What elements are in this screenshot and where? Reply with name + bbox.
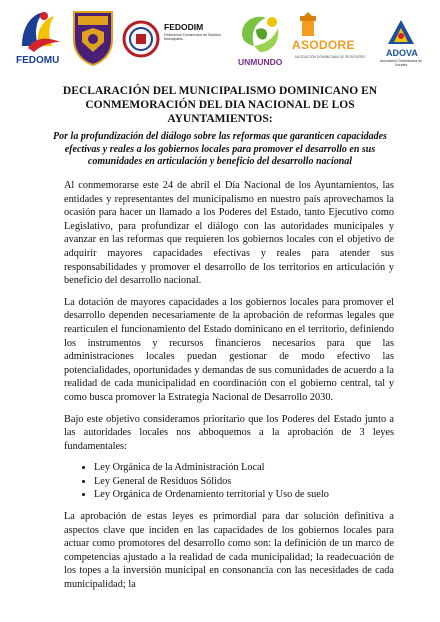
list-item: • Ley Orgánica de la Administración Local (94, 461, 394, 475)
paragraph-2: La dotación de mayores capacidades a los gobiernos locales para promover el desarrollo dependen necesariamente de la aprobación de reformas legales que rearticulen el funcionamiento del Estado dominicano en el territorio, definiendo los instrumentos y recursos financieros necesarios para que las administraciones locales puedan gestionar de modo efectivo las potencialidades, oportunidades y demandas de sus comunidades de acuerdo a la realidad de cada municipalidad en coordinación con el gobierno central, tal y como busca promover la Estrategia Nacional de Desarrollo 2030. (64, 296, 394, 403)
fedomu-logo-caption: FEDOMU (16, 55, 60, 66)
unmundo-globe-icon (236, 12, 284, 58)
asodore-tower-icon (298, 12, 318, 36)
adova-emblem-icon (386, 18, 416, 46)
list-item: • Ley Orgánica de Ordenamiento territorial y Uso de suelo (94, 488, 394, 502)
unmundo-logo (236, 12, 284, 70)
laws-list (64, 461, 394, 502)
document-body (64, 179, 394, 600)
paragraph-3: Bajo este objetivo consideramos prioritario que los Poderes del Estado junto a las autoridades locales nos abboquemos a la aprobación de 3 leyes fundamentales: (64, 413, 394, 452)
asodore-logo (292, 12, 368, 70)
list-item: • Ley General de Residuos Sólidos (94, 475, 394, 489)
document-title: DECLARACIÓN DEL MUNICIPALISMO DOMINICANO EN CONMEMORACIÓN DEL DIA NACIONAL DE LOS AYUNTAMIENTOS: (62, 85, 378, 125)
asodore-logo-subcaption: ASOCIACIÓN DOMINICANA DE REGIDORES (294, 55, 366, 59)
fedodim-seal-icon (122, 20, 160, 58)
adova-logo-subcaption: Asociación Dominicana de Vocales (379, 59, 423, 68)
fedodim-logo-subcaption: Federación Dominicana de Distritos Municipales (164, 33, 221, 42)
paragraph-1: Al conmemorarse este 24 de abril el Día Nacional de los Ayuntamientos, las entidades y representantes del municipalismo en nuestro país aprovechamos la ocasión para hacer un llamado a los Poderes del Estado, tanto Ejecutivo como Legislativo, para profundizar el diálogo con las autoridades municipales y avanzar en las reformas que requieren los gobiernos locales con el objetivo de adquirir mayores capacidades efectivas y reales para atender sus responsabilidades y promover el desarrollo de los territorios en articulación y beneficio del desarrollo nacional. (64, 180, 394, 287)
paragraph-4: La aprobación de estas leyes es primordial para dar solución definitiva a aspectos clave que inciden en las capacidades de los gobiernos locales para actuar como promotores del desarrollo como son: la definición de un marco de competencias ajustado a la realidad de cada municipalidad; la readecuación de los topes a la inversión municipal en consonancia con las necesidades de cada municipalidad; la (64, 511, 394, 591)
fedodim-logo (122, 18, 230, 68)
fedomu-emblem-icon (14, 8, 66, 54)
fedomu-logo (14, 8, 66, 70)
unmundo-logo-caption: UNMUNDO (238, 57, 283, 67)
lmd-logo (72, 8, 114, 70)
document-subtitle: Por la profundización del diálogo sobre las reformas que garanticen capacidades efectivas y reales a los gobiernos locales para promover el desarrollo en sus comunidades en articulación y beneficio del desarrollo nacional (53, 131, 387, 167)
asodore-logo-caption: ASODORE (292, 38, 355, 52)
adova-logo-caption: ADOVA (386, 48, 418, 58)
lmd-shield-icon (72, 8, 114, 66)
logo-banner (14, 8, 428, 70)
fedodim-logo-caption: FEDODIM (164, 22, 204, 32)
adova-logo (374, 18, 428, 70)
